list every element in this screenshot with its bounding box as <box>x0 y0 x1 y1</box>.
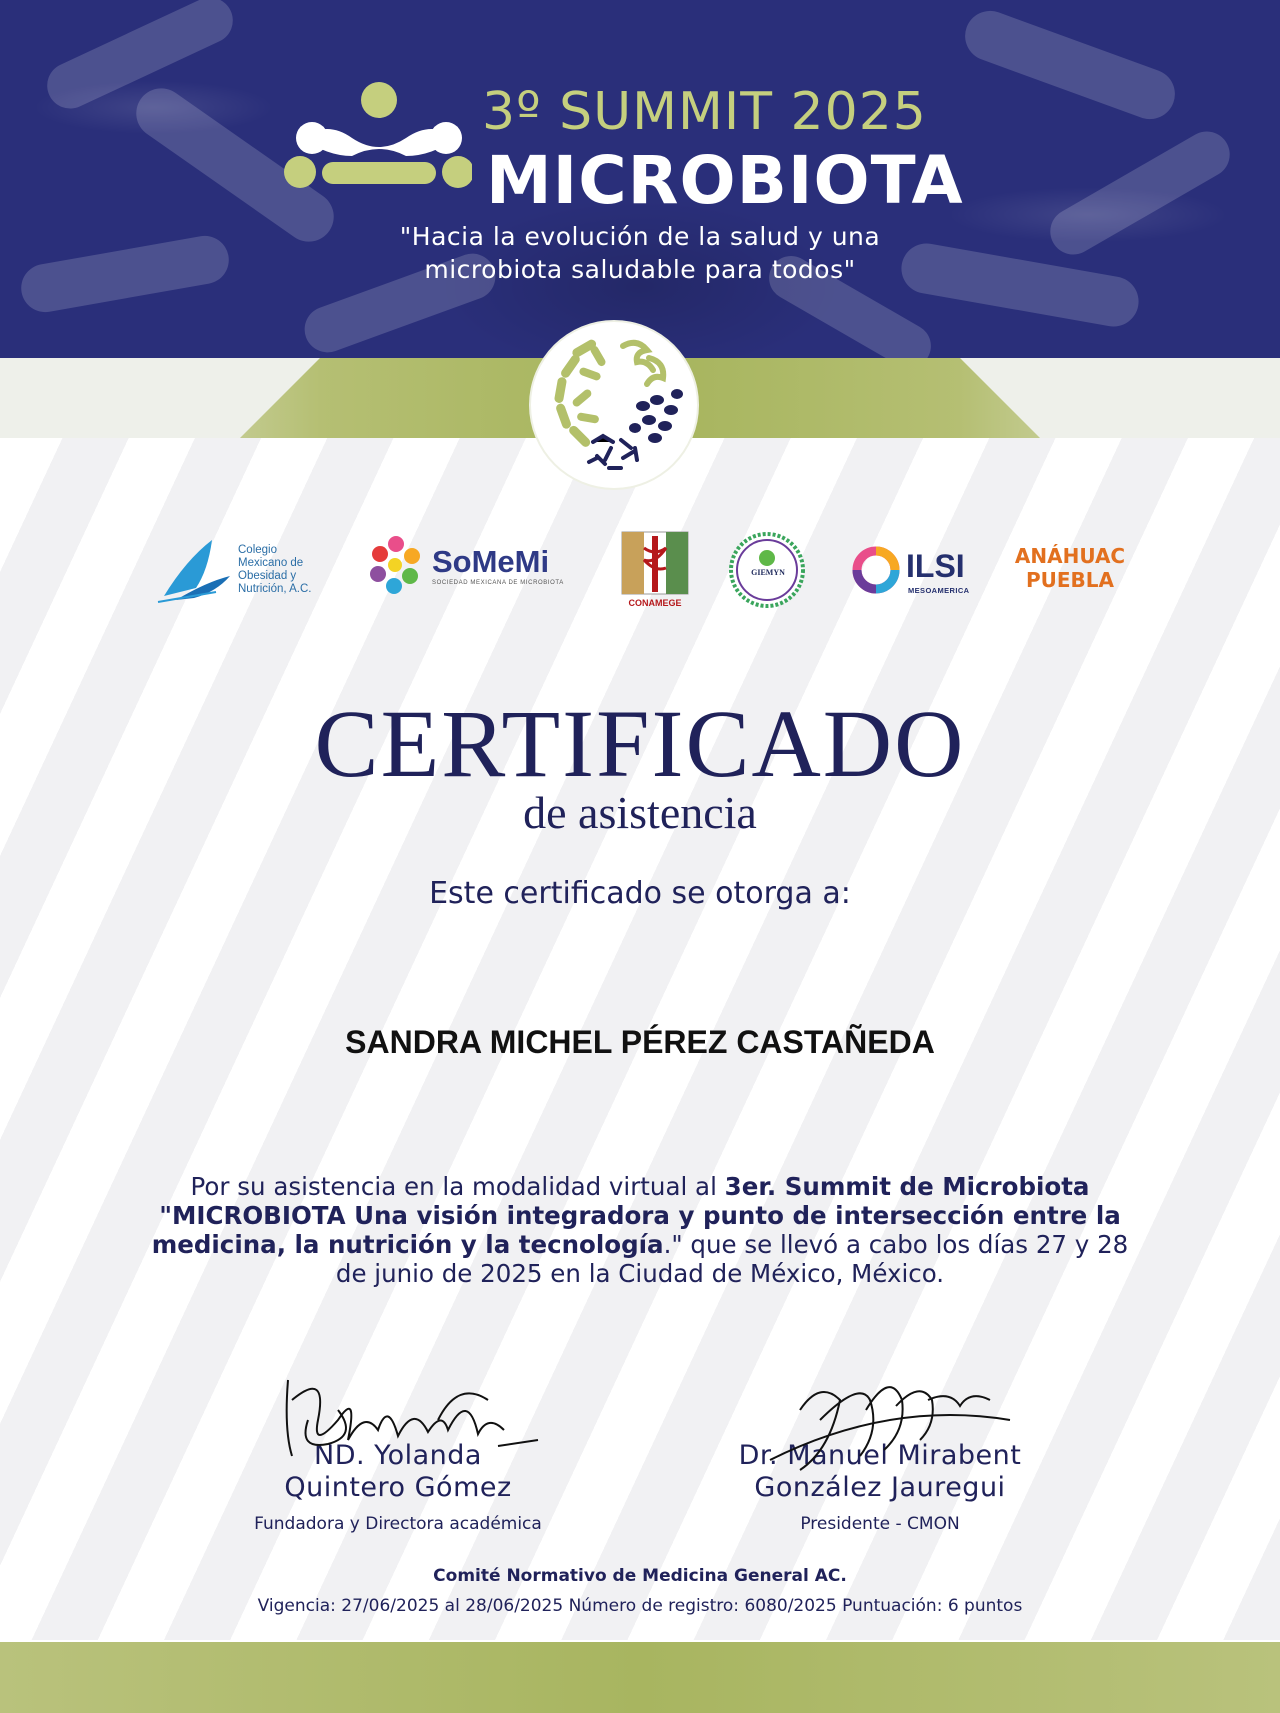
footer-olive-band <box>0 1642 1280 1713</box>
event-name: MICROBIOTA <box>486 142 964 219</box>
event-edition: 3º SUMMIT 2025 <box>482 82 927 142</box>
signatory-role-left: Fundadora y Directora académica <box>254 1514 542 1534</box>
ilsi-ring-icon <box>850 530 906 610</box>
signature-block-right <box>670 1360 1090 1534</box>
partner-logos <box>150 530 1140 610</box>
certificate-subtitle: de asistencia <box>523 787 757 838</box>
body-text-2: ." que se llevó a cabo los días 27 y 28 de junio de 2025 en la Ciudad de México, México. <box>335 1230 1129 1288</box>
event-tagline <box>0 220 1280 286</box>
signature-manuel <box>670 1360 1090 1480</box>
partner-ilsi <box>850 530 970 610</box>
committee-name: Comité Normativo de Medicina General AC. <box>433 1566 847 1586</box>
cmon-butterfly-icon <box>156 530 236 610</box>
recipient-name: SANDRA MICHEL PÉREZ CASTAÑEDA <box>345 1024 935 1060</box>
awarded-to-label: Este certificado se otorga a: <box>429 876 851 911</box>
signature-yolanda <box>188 1360 608 1480</box>
tagline-line-1: "Hacia la evolución de la salud y una <box>399 222 881 251</box>
partner-anahuac <box>1000 530 1140 610</box>
conamege-caduceus-icon <box>620 530 690 596</box>
somemi-subtitle: SOCIEDAD MEXICANA DE MICROBIOTA <box>432 580 564 586</box>
somemi-flower-icon <box>366 530 426 600</box>
tagline-line-2: microbiota saludable para todos" <box>424 255 856 284</box>
anahuac-label <box>1000 544 1140 592</box>
certificate-body <box>150 1172 1130 1288</box>
validity-details: Vigencia: 27/06/2025 al 28/06/2025 Número de registro: 6080/2025 Puntuación: 6 puntos <box>257 1596 1023 1616</box>
signatory-left-line-1: ND. Yolanda <box>314 1440 482 1471</box>
signature-block-left <box>188 1360 608 1534</box>
signatory-right-line-1: Dr. Manuel Mirabent <box>738 1440 1022 1471</box>
partner-cmon <box>156 530 326 610</box>
anahuac-line-1: ANÁHUAC <box>1014 544 1126 568</box>
partner-giemyn <box>722 530 812 610</box>
certificate-title: CERTIFICADO <box>314 690 966 797</box>
signatory-role-right: Presidente - CMON <box>800 1514 960 1534</box>
partner-somemi <box>366 530 576 610</box>
band-decoration-left <box>0 358 320 438</box>
anahuac-line-2: PUEBLA <box>1025 568 1115 592</box>
cmon-label: Colegio Mexicano de Obesidad y Nutrición, A.C. <box>238 544 312 595</box>
body-text-1: Por su asistencia en la modalidad virtual al <box>190 1172 725 1201</box>
giemyn-label: GIEMYN <box>751 568 785 577</box>
summit-logo-icon <box>282 80 472 190</box>
ilsi-name: ILSI <box>906 548 965 584</box>
ilsi-subtitle: MESOAMERICA <box>908 586 970 595</box>
band-decoration-right <box>960 358 1280 438</box>
event-brand <box>0 60 1280 220</box>
microbiota-emblem <box>531 322 697 488</box>
body-text-bold: 3er. Summit de Microbiota "MICROBIOTA Una visión integradora y punto de intersección entre la medicina, la nutrición y la tecnología <box>151 1172 1121 1259</box>
somemi-name: SoMeMi <box>432 544 550 579</box>
conamege-label: CONAMEGE <box>628 598 682 608</box>
partner-conamege <box>620 530 690 610</box>
signatory-left-line-2: Quintero Gómez <box>284 1472 512 1503</box>
signatory-right-line-2: González Jauregui <box>754 1472 1006 1503</box>
bacteria-circle-icon <box>531 322 697 488</box>
